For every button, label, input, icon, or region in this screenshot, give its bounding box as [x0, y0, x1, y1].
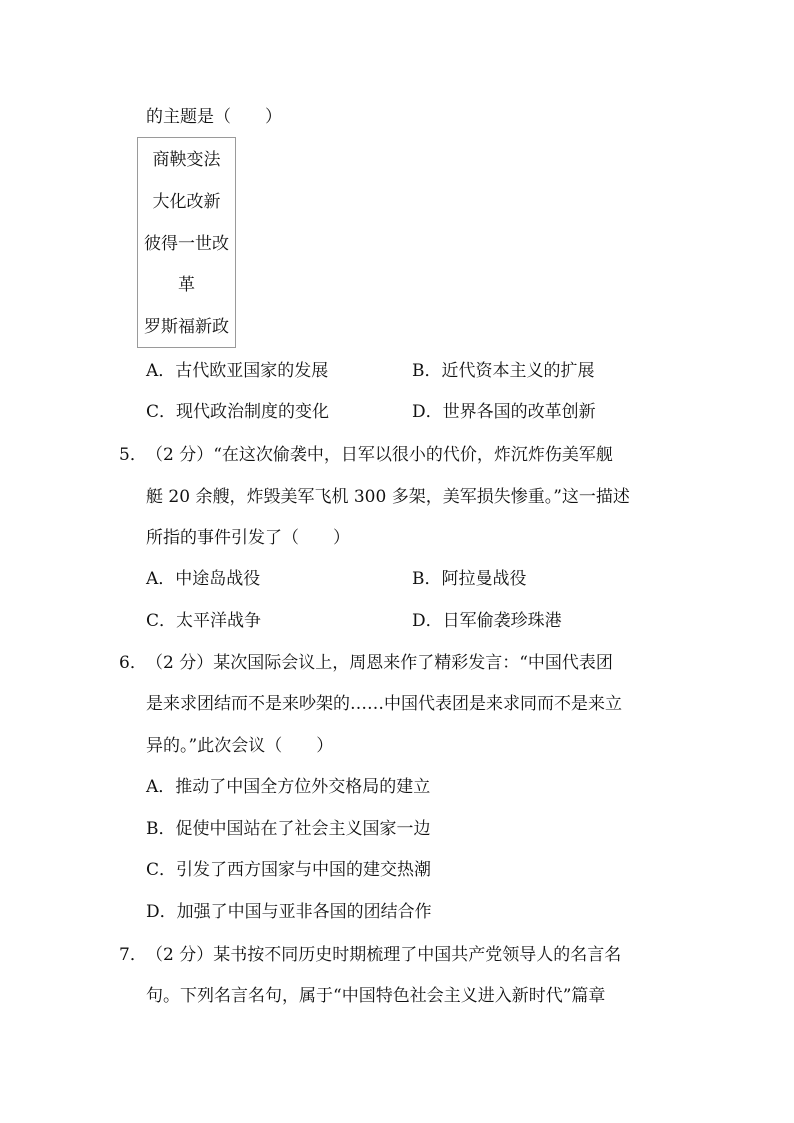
q4-stem-tail: 的主题是（ ） [146, 107, 282, 127]
q7-stem-line: （2 分）某书按不同历史时期梳理了中国共产党领导人的名言名 [146, 945, 622, 965]
q4-reform-list-box [137, 137, 236, 348]
q4-box-item: 革 [178, 275, 195, 295]
q5-stem-line: （2 分）“在这次偷袭中，日军以很小的代价，炸沉炸伤美军舰 [146, 445, 613, 465]
q6-option-c: C．引发了西方国家与中国的建交热潮 [146, 860, 432, 880]
q6-stem-line: 是来求团结而不是来吵架的……中国代表团是来求同而不是来立 [146, 694, 622, 714]
q5-stem-line: 所指的事件引发了（ ） [146, 528, 350, 548]
q5-option-a: A．中途岛战役 [146, 569, 261, 589]
q4-option-d: D．世界各国的改革创新 [412, 402, 596, 422]
q7-stem-line: 句。下列名言名句，属于“中国特色社会主义进入新时代”篇章 [146, 986, 606, 1006]
q4-box-item: 商鞅变法 [152, 150, 221, 170]
q6-stem-line: （2 分）某次国际会议上，周恩来作了精彩发言：“中国代表团 [146, 653, 613, 673]
q4-option-c: C．现代政治制度的变化 [146, 402, 330, 422]
q7-number: 7． [119, 945, 147, 965]
q4-option-b: B．近代资本主义的扩展 [412, 361, 595, 381]
q6-option-b: B．促使中国站在了社会主义国家一边 [146, 819, 431, 839]
q5-stem-line: 艇 20 余艘，炸毁美军飞机 300 多架，美军损失惨重。”这一描述 [146, 487, 630, 507]
q5-option-d: D．日军偷袭珍珠港 [412, 611, 562, 631]
q4-box-item: 罗斯福新政 [144, 317, 229, 337]
q6-option-a: A．推动了中国全方位外交格局的建立 [146, 777, 431, 797]
q6-option-d: D．加强了中国与亚非各国的团结合作 [146, 902, 432, 922]
q4-box-item: 彼得一世改 [144, 234, 229, 254]
q5-number: 5． [119, 445, 147, 465]
q4-option-a: A．古代欧亚国家的发展 [146, 361, 329, 381]
q5-option-b: B．阿拉曼战役 [412, 569, 527, 589]
q6-stem-line: 异的。”此次会议（ ） [146, 736, 334, 756]
q6-number: 6． [119, 653, 147, 673]
q4-box-item: 大化改新 [152, 192, 221, 212]
q5-option-c: C．太平洋战争 [146, 611, 262, 631]
